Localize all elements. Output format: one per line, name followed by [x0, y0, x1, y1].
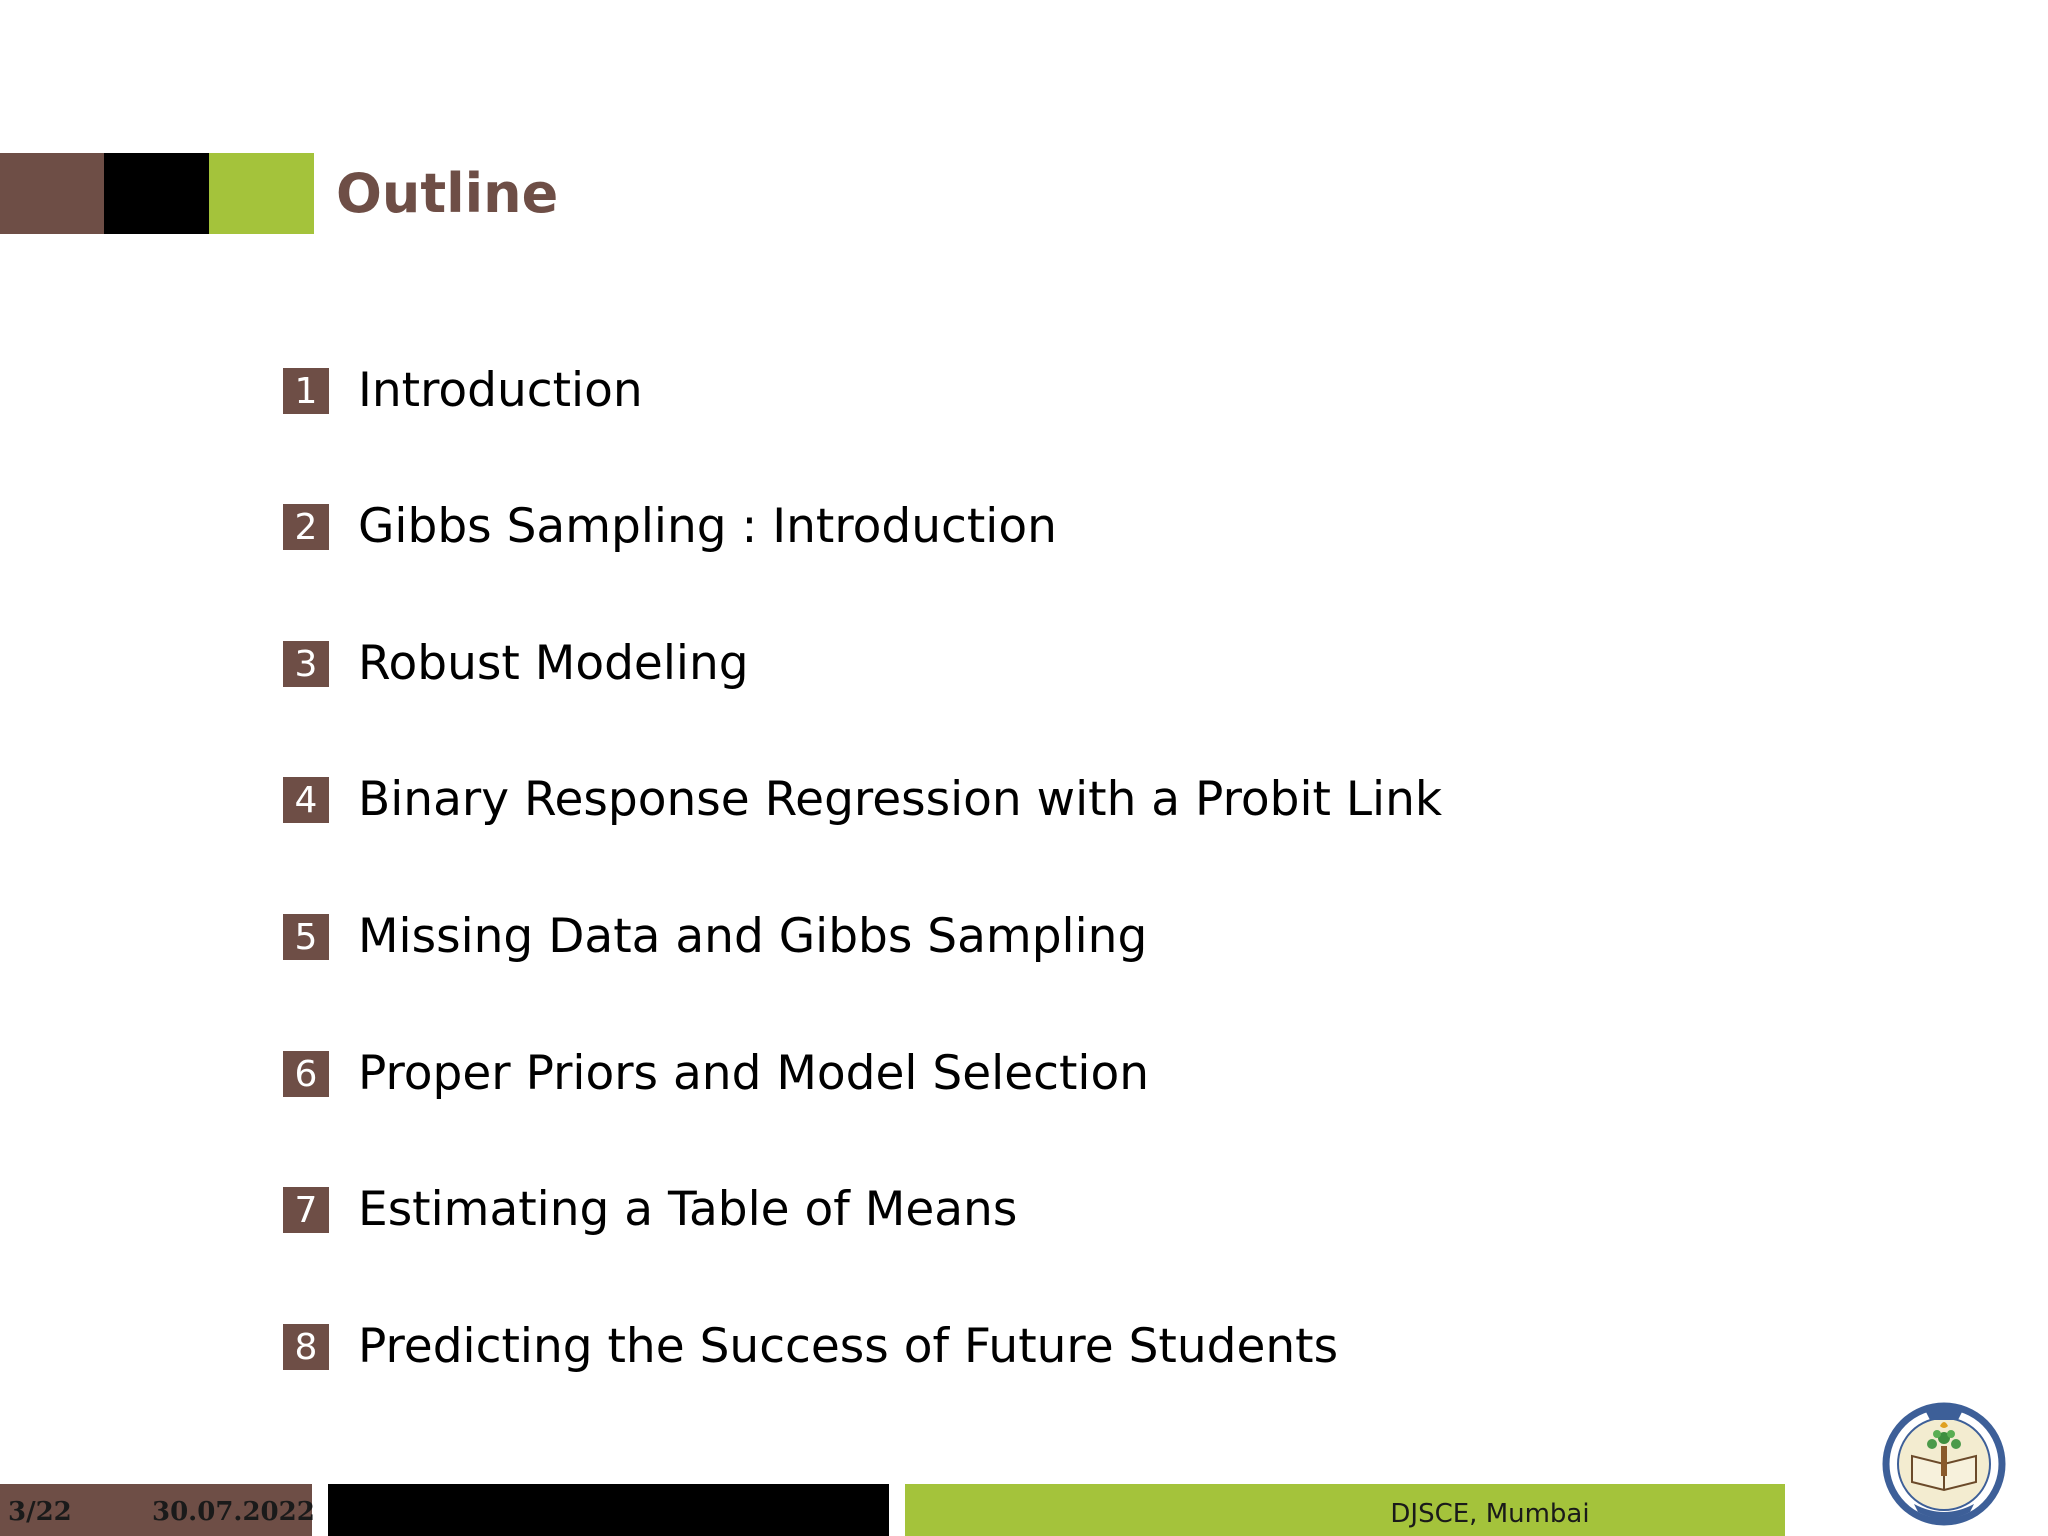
header-green-block: [209, 153, 314, 234]
page-number: 3/22: [8, 1497, 72, 1527]
outline-item-number: 2: [283, 504, 329, 550]
outline-item-label: Missing Data and Gibbs Sampling: [358, 909, 1148, 964]
header-brown-block: [0, 153, 104, 234]
college-seal-icon: [1874, 1398, 2014, 1530]
outline-item-number: 8: [283, 1324, 329, 1370]
outline-item-label: Gibbs Sampling : Introduction: [358, 499, 1057, 554]
outline-item-number: 7: [283, 1187, 329, 1233]
presentation-date: 30.07.2022: [152, 1497, 315, 1527]
outline-item-label: Binary Response Regression with a Probit Link: [358, 772, 1443, 827]
outline-item-number: 3: [283, 641, 329, 687]
outline-item-number: 1: [283, 368, 329, 414]
outline-item-label: Estimating a Table of Means: [358, 1182, 1018, 1237]
outline-item-number: 6: [283, 1051, 329, 1097]
outline-item-number: 5: [283, 914, 329, 960]
outline-item-label: Robust Modeling: [358, 636, 749, 691]
institution-label: DJSCE, Mumbai: [1390, 1499, 1590, 1529]
header-black-block: [104, 153, 209, 234]
footer-black-block: [328, 1484, 889, 1536]
outline-item-label: Predicting the Success of Future Students: [358, 1319, 1339, 1374]
outline-item-label: Introduction: [358, 363, 643, 418]
slide-title: Outline: [336, 162, 559, 225]
outline-item-number: 4: [283, 777, 329, 823]
outline-item-label: Proper Priors and Model Selection: [358, 1046, 1149, 1101]
